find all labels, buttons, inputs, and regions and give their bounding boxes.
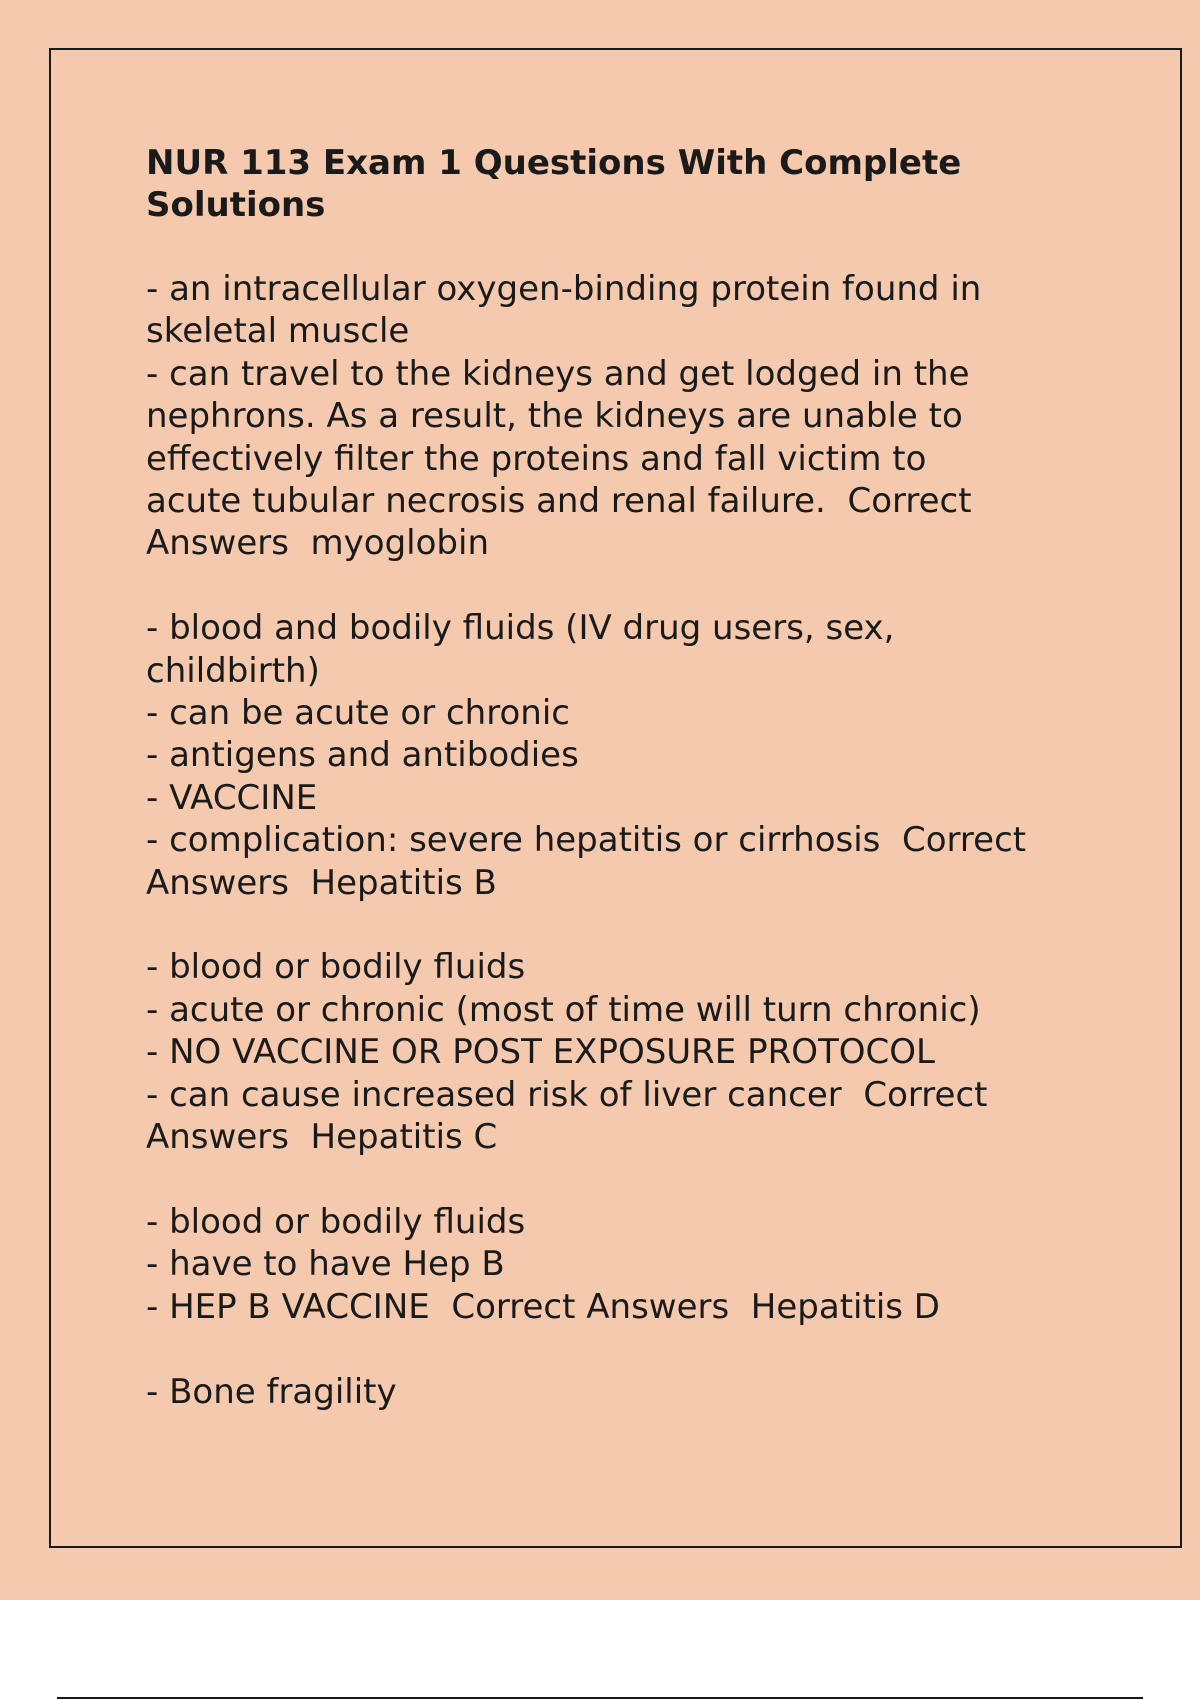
document-body: [146, 142, 1106, 1455]
qa-entry: - blood or bodily fluids - have to have Hep B - HEP B VACCINE Correct Answers Hepatitis D: [146, 1201, 940, 1327]
footer-divider: [57, 1697, 1143, 1699]
qa-entry: - Bone fragility: [146, 1371, 397, 1412]
qa-entry: - blood and bodily fluids (IV drug users, sex, childbirth) - can be acute or chronic - antigens and antibodies - VACCINE - complication: severe hepatitis or cirrhosis Correct Answers Hepatitis B: [146, 608, 1027, 903]
qa-entry: - blood or bodily fluids - acute or chronic (most of time will turn chronic) - NO VACCINE OR POST EXPOSURE PROTOCOL - can cause increased risk of liver cancer Correct Answers Hepatitis C: [146, 947, 988, 1158]
qa-entry: - an intracellular oxygen-binding protein found in skeletal muscle - can travel to the kidneys and get lodged in the nephrons. As a result, the kidneys are unable to effectively filter the proteins and fall victim to acute tubular necrosis and renal failure. Correct Answers myoglobin: [146, 269, 982, 564]
document-title: NUR 113 Exam 1 Questions With Complete Solutions: [146, 143, 962, 225]
